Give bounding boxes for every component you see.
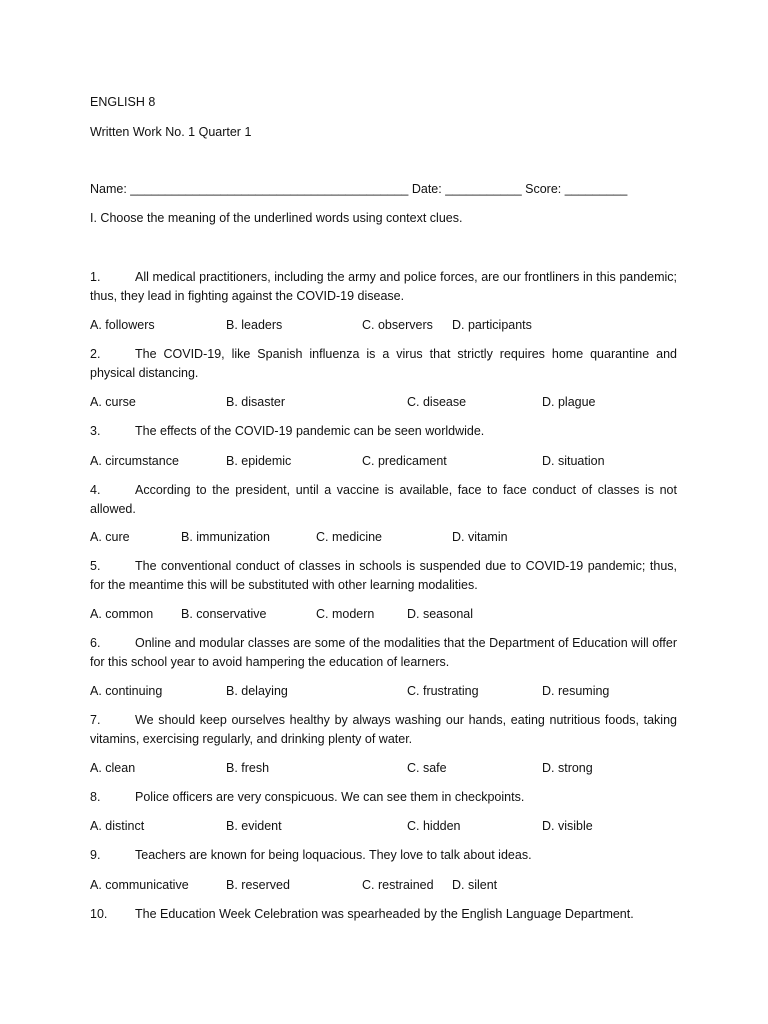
question-10	[90, 905, 677, 924]
option-d: D. resuming	[542, 684, 610, 698]
question-text: The conventional conduct of classes in schools is suspended due to COVID-19 pandemic; thus, for the meantime this will be substituted with other learning modalities.	[90, 559, 677, 592]
options-3	[90, 453, 690, 469]
question-text: According to the president, until a vaccine is available, face to face conduct of classes is not allowed.	[90, 483, 677, 516]
option-d: D. silent	[452, 878, 498, 892]
options-9	[90, 877, 690, 893]
option-d: D. visible	[542, 819, 593, 833]
option-d: D. participants	[452, 318, 532, 332]
question-1	[90, 268, 677, 306]
question-8	[90, 788, 677, 807]
option-d: D. vitamin	[452, 530, 508, 544]
option-b: B. leaders	[226, 318, 283, 332]
question-5	[90, 557, 677, 595]
question-number: 1.	[90, 270, 101, 284]
options-1	[90, 317, 690, 333]
question-number: 10.	[90, 907, 108, 921]
option-a: A. communicative	[90, 878, 189, 892]
option-c: C. predicament	[362, 454, 447, 468]
option-b: B. conservative	[181, 607, 267, 621]
options-7	[90, 760, 690, 776]
option-a: A. followers	[90, 318, 155, 332]
option-d: D. situation	[542, 454, 605, 468]
question-text: We should keep ourselves healthy by always washing our hands, eating nutritious foods, taking vitamins, exercising regularly, and drinking plenty of water.	[90, 713, 677, 746]
option-b: B. disaster	[226, 395, 286, 409]
question-text: Police officers are very conspicuous. We can see them in checkpoints.	[135, 790, 525, 804]
question-text: Teachers are known for being loquacious. They love to talk about ideas.	[135, 848, 532, 862]
question-7	[90, 711, 677, 749]
option-c: C. hidden	[407, 819, 461, 833]
question-number: 9.	[90, 848, 101, 862]
question-text: All medical practitioners, including the army and police forces, are our frontliners in this pandemic; thus, they lead in fighting against the COVID-19 disease.	[90, 270, 677, 303]
option-a: A. circumstance	[90, 454, 179, 468]
option-d: D. plague	[542, 395, 596, 409]
question-4	[90, 481, 677, 519]
option-a: A. common	[90, 607, 154, 621]
question-9	[90, 846, 677, 865]
instructions: I. Choose the meaning of the underlined words using context clues.	[90, 211, 463, 225]
option-b: B. epidemic	[226, 454, 292, 468]
option-c: C. observers	[362, 318, 433, 332]
option-b: B. fresh	[226, 761, 270, 775]
options-8	[90, 818, 690, 834]
question-number: 8.	[90, 790, 101, 804]
question-number: 6.	[90, 636, 101, 650]
option-b: B. immunization	[181, 530, 270, 544]
option-c: C. disease	[407, 395, 467, 409]
option-c: C. restrained	[362, 878, 434, 892]
option-c: C. safe	[407, 761, 447, 775]
option-a: A. curse	[90, 395, 136, 409]
options-2	[90, 394, 690, 410]
question-number: 4.	[90, 483, 101, 497]
subject-heading: ENGLISH 8	[90, 95, 156, 109]
options-5	[90, 606, 690, 622]
options-4	[90, 529, 690, 545]
option-c: C. modern	[316, 607, 375, 621]
question-number: 7.	[90, 713, 101, 727]
question-3	[90, 422, 677, 441]
question-number: 5.	[90, 559, 101, 573]
question-number: 2.	[90, 347, 101, 361]
question-text: The COVID-19, like Spanish influenza is a virus that strictly requires home quarantine and physical distancing.	[90, 347, 677, 380]
option-d: D. seasonal	[407, 607, 474, 621]
question-6	[90, 634, 677, 672]
option-a: A. cure	[90, 530, 130, 544]
question-2	[90, 345, 677, 383]
options-6	[90, 683, 690, 699]
work-title: Written Work No. 1 Quarter 1	[90, 125, 252, 139]
question-number: 3.	[90, 424, 101, 438]
question-text: The Education Week Celebration was spearheaded by the English Language Department.	[135, 907, 634, 921]
question-text: The effects of the COVID-19 pandemic can be seen worldwide.	[135, 424, 485, 438]
option-c: C. frustrating	[407, 684, 479, 698]
option-a: A. distinct	[90, 819, 145, 833]
option-d: D. strong	[542, 761, 593, 775]
question-text: Online and modular classes are some of the modalities that the Department of Education will offer for this school year to avoid hampering the education of learners.	[90, 636, 677, 669]
option-a: A. clean	[90, 761, 136, 775]
option-b: B. reserved	[226, 878, 290, 892]
option-b: B. delaying	[226, 684, 288, 698]
option-b: B. evident	[226, 819, 282, 833]
name-date-score-line: Name: ________________________________________ Date: ___________ Score: _________	[90, 182, 628, 196]
option-c: C. medicine	[316, 530, 382, 544]
option-a: A. continuing	[90, 684, 163, 698]
